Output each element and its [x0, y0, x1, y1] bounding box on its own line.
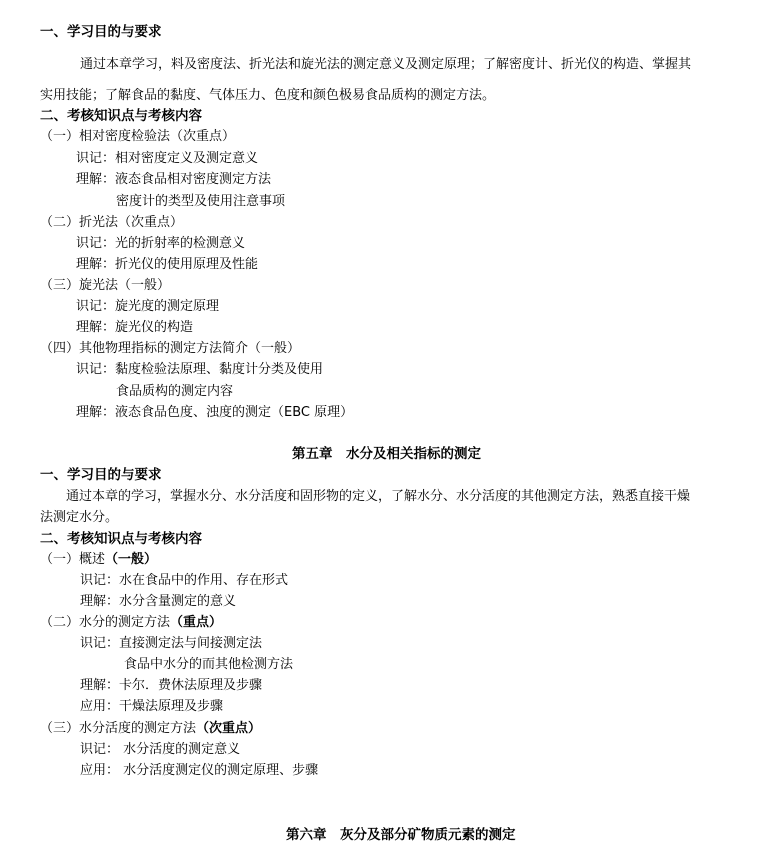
- list-item: 密度计的类型及使用注意事项: [116, 194, 286, 209]
- list-item: 识记：直接测定法与间接测定法: [80, 636, 263, 651]
- section-heading-exam: 二、考核知识点与考核内容: [40, 531, 202, 547]
- list-item: 理解：液态食品相对密度测定方法: [76, 172, 272, 187]
- group-title: [40, 721, 261, 737]
- list-item: 理解：旋光仪的构造: [76, 320, 194, 335]
- group-title: （四）其他物理指标的测定方法简介（一般）: [40, 341, 301, 356]
- paragraph-line: 实用技能；了解食品的黏度、气体压力、色度和颜色极易食品质构的测定方法。: [40, 88, 496, 103]
- list-item: 应用：干燥法原理及步骤: [80, 699, 224, 714]
- group-title: （二）折光法（次重点）: [40, 215, 184, 230]
- chapter-title: 第五章 水分及相关指标的测定: [292, 446, 481, 462]
- paragraph-line: 通过本章的学习，掌握水分、水分活度和固形物的定义，了解水分、水分活度的其他测定方法，熟悉直接干燥: [66, 489, 691, 504]
- list-item: 识记：相对密度定义及测定意义: [76, 151, 259, 166]
- list-item: 识记： 水分活度的测定意义: [80, 742, 241, 757]
- list-item: 识记：旋光度的测定原理: [76, 299, 220, 314]
- priority-tag: （一般）: [105, 552, 158, 567]
- group-title: （一）相对密度检验法（次重点）: [40, 129, 236, 144]
- paragraph-line: 法测定水分。: [40, 510, 119, 525]
- section-heading-aims: 一、学习目的与要求: [40, 24, 162, 40]
- list-item: 理解：液态食品色度、浊度的测定（EBC 原理）: [76, 405, 354, 420]
- list-item: 理解：折光仪的使用原理及性能: [76, 257, 259, 272]
- section-heading-aims: 一、学习目的与要求: [40, 467, 162, 483]
- group-title: （三）旋光法（一般）: [40, 278, 171, 293]
- list-item: 食品中水分的而其他检测方法: [124, 657, 294, 672]
- section-heading-exam: 二、考核知识点与考核内容: [40, 108, 202, 124]
- list-item: 识记：黏度检验法原理、黏度计分类及使用: [76, 362, 324, 377]
- list-item: 理解：卡尔．费休法原理及步骤: [80, 678, 263, 693]
- group-title-text: （二）水分的测定方法: [40, 615, 171, 630]
- group-title-text: （三）水分活度的测定方法: [40, 721, 197, 736]
- priority-tag: （重点）: [170, 615, 223, 630]
- group-title: [40, 552, 157, 568]
- group-title-text: （一）概述: [40, 552, 106, 567]
- list-item: 识记：水在食品中的作用、存在形式: [80, 573, 289, 588]
- list-item: 食品质构的测定内容: [116, 384, 234, 399]
- priority-tag: （次重点）: [196, 721, 262, 736]
- list-item: 应用： 水分活度测定仪的测定原理、步骤: [80, 763, 319, 778]
- list-item: 识记：光的折射率的检测意义: [76, 236, 246, 251]
- paragraph-line: 通过本章学习，料及密度法、折光法和旋光法的测定意义及测定原理；了解密度计、折光仪的构造、掌握其: [80, 57, 692, 72]
- group-title: [40, 615, 222, 631]
- list-item: 理解：水分含量测定的意义: [80, 594, 237, 609]
- chapter-title: 第六章 灰分及部分矿物质元素的测定: [286, 827, 516, 843]
